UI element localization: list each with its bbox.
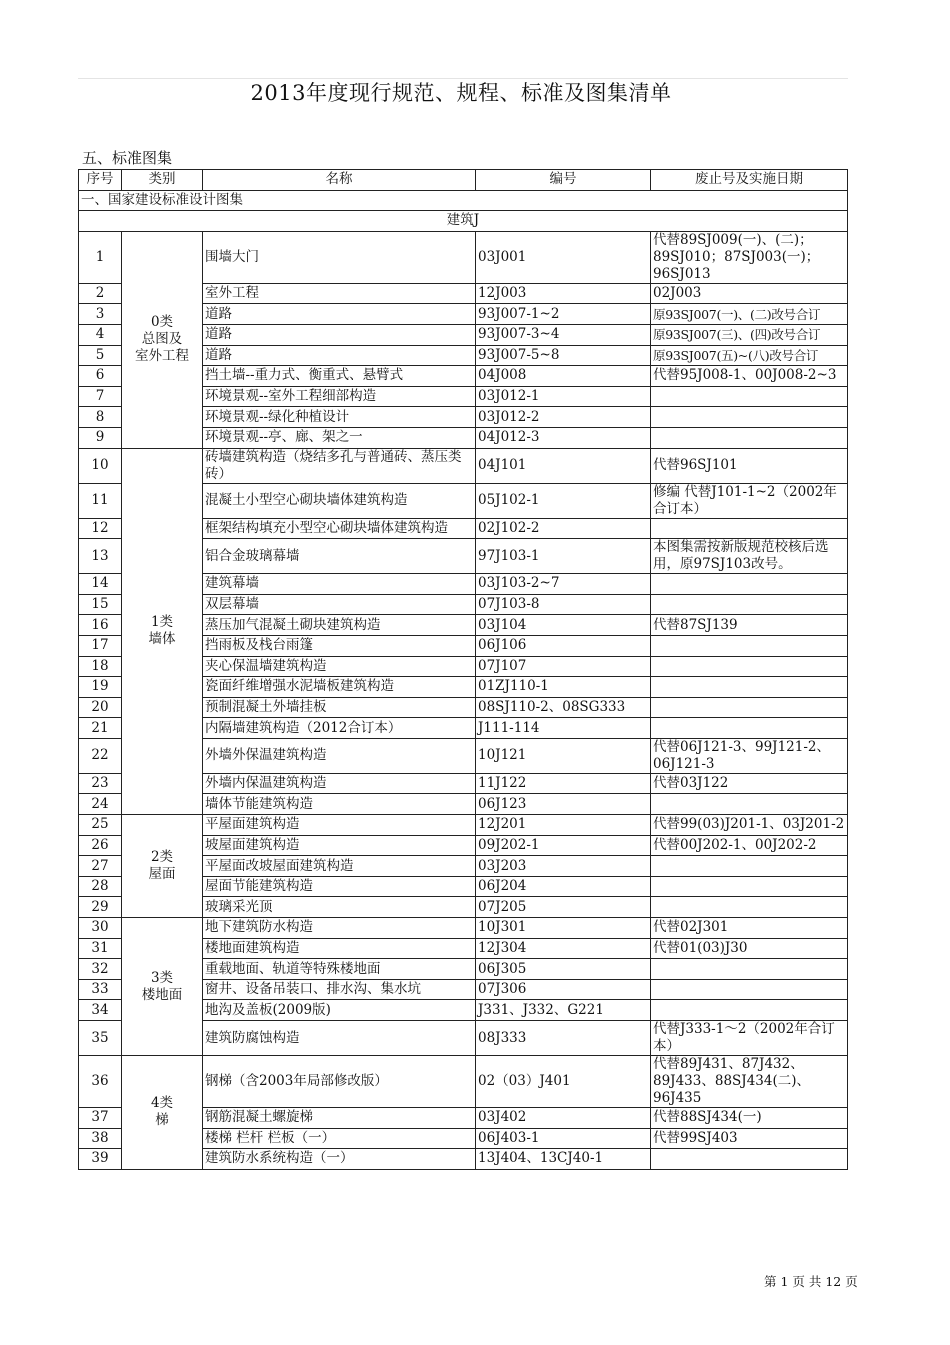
category-label-line: 梯 <box>155 1112 169 1129</box>
category-cell <box>122 448 203 815</box>
item-code: 06J305 <box>476 959 651 980</box>
category-label-line: 室外工程 <box>135 348 189 365</box>
item-code: 03J402 <box>476 1108 651 1129</box>
item-remark <box>651 697 848 718</box>
row-number: 13 <box>79 539 122 574</box>
row-number: 30 <box>79 918 122 939</box>
item-remark: 代替00J202-1、00J202-2 <box>651 835 848 856</box>
item-remark <box>651 574 848 595</box>
item-name: 外墙内保温建筑构造 <box>203 773 476 794</box>
item-name: 围墙大门 <box>203 231 476 283</box>
item-code: 02（03）J401 <box>476 1056 651 1108</box>
standards-table <box>78 169 848 1170</box>
category-label-line: 4类 <box>150 1095 174 1112</box>
item-remark: 代替89SJ009(一)、(二)；89SJ010；87SJ003(一)；96SJ013 <box>651 231 848 283</box>
item-name: 道路 <box>203 345 476 366</box>
row-number: 26 <box>79 835 122 856</box>
row-number: 17 <box>79 635 122 656</box>
item-remark: 02J003 <box>651 283 848 304</box>
item-remark <box>651 897 848 918</box>
row-number: 8 <box>79 407 122 428</box>
item-code: 10J301 <box>476 918 651 939</box>
row-number: 7 <box>79 386 122 407</box>
category-label-line: 3类 <box>150 969 174 986</box>
row-number: 14 <box>79 574 122 595</box>
item-code: 04J101 <box>476 448 651 483</box>
item-name: 建筑幕墙 <box>203 574 476 595</box>
item-name: 挡土墙--重力式、衡重式、悬臂式 <box>203 366 476 387</box>
page-title: 2013年度现行规范、规程、标准及图集清单 <box>250 81 672 105</box>
item-code: 06J106 <box>476 635 651 656</box>
category-label-line: 屋面 <box>148 866 176 883</box>
item-remark: 代替89J431、87J432、89J433、88SJ434(二)、96J435 <box>651 1056 848 1108</box>
row-number: 20 <box>79 697 122 718</box>
item-code: 08SJ110-2、08SG333 <box>476 697 651 718</box>
item-name: 框架结构填充小型空心砌块墙体建筑构造 <box>203 518 476 539</box>
row-number: 18 <box>79 656 122 677</box>
row-number: 32 <box>79 959 122 980</box>
item-code: 11J122 <box>476 773 651 794</box>
item-remark <box>651 1000 848 1021</box>
item-remark: 代替87SJ139 <box>651 615 848 636</box>
item-code: 13J404、13CJ40-1 <box>476 1149 651 1170</box>
item-code: 12J304 <box>476 938 651 959</box>
item-code: 06J204 <box>476 876 651 897</box>
header-category: 类别 <box>122 170 203 191</box>
item-code: 12J003 <box>476 283 651 304</box>
item-code: 03J001 <box>476 231 651 283</box>
item-remark: 代替02J301 <box>651 918 848 939</box>
row-number: 37 <box>79 1108 122 1129</box>
item-name: 墙体节能建筑构造 <box>203 794 476 815</box>
item-name: 平屋面改坡屋面建筑构造 <box>203 856 476 877</box>
row-number: 16 <box>79 615 122 636</box>
row-number: 15 <box>79 594 122 615</box>
item-name: 道路 <box>203 324 476 345</box>
item-name: 砖墙建筑构造（烧结多孔与普通砖、蒸压类砖） <box>203 448 476 483</box>
item-code: 01ZJ110-1 <box>476 677 651 698</box>
item-code: 93J007-3~4 <box>476 324 651 345</box>
item-remark: 代替95J008-1、00J008-2~3 <box>651 366 848 387</box>
category-label-line: 0类 <box>150 314 174 331</box>
category-label-line: 楼地面 <box>141 986 183 1003</box>
item-name: 楼梯 栏杆 栏板（一） <box>203 1128 476 1149</box>
item-code: 08J333 <box>476 1021 651 1056</box>
item-name: 铝合金玻璃幕墙 <box>203 539 476 574</box>
item-code: 07J103-8 <box>476 594 651 615</box>
item-code: 09J202-1 <box>476 835 651 856</box>
item-name: 环境景观--室外工程细部构造 <box>203 386 476 407</box>
item-remark: 本图集需按新版规范校核后选用，原97SJ103改号。 <box>651 539 848 574</box>
header-code: 编号 <box>476 170 651 191</box>
item-name: 混凝土小型空心砌块墙体建筑构造 <box>203 483 476 518</box>
item-code: 93J007-1~2 <box>476 304 651 325</box>
item-remark: 原93SJ007(三)、(四)改号合订 <box>651 324 848 345</box>
category-label-line: 2类 <box>150 849 174 866</box>
row-number: 2 <box>79 283 122 304</box>
header-remark: 废止号及实施日期 <box>651 170 848 191</box>
item-remark: 代替06J121-3、99J121-2、06J121-3 <box>651 738 848 773</box>
item-code: 06J403-1 <box>476 1128 651 1149</box>
item-code: 07J306 <box>476 979 651 1000</box>
item-code: 03J103-2~7 <box>476 574 651 595</box>
item-code: 06J123 <box>476 794 651 815</box>
row-number: 22 <box>79 738 122 773</box>
item-code: 03J104 <box>476 615 651 636</box>
item-remark <box>651 794 848 815</box>
item-name: 窗井、设备吊装口、排水沟、集水坑 <box>203 979 476 1000</box>
row-number: 4 <box>79 324 122 345</box>
item-remark <box>651 594 848 615</box>
item-name: 内隔墙建筑构造（2012合订本） <box>203 718 476 739</box>
item-remark <box>651 959 848 980</box>
row-number: 35 <box>79 1021 122 1056</box>
table-row <box>79 918 848 939</box>
item-name: 环境景观--绿化种植设计 <box>203 407 476 428</box>
item-code: 93J007-5~8 <box>476 345 651 366</box>
item-name: 蒸压加气混凝土砌块建筑构造 <box>203 615 476 636</box>
item-code: 03J012-2 <box>476 407 651 428</box>
item-remark: 代替96SJ101 <box>651 448 848 483</box>
item-code: 04J012-3 <box>476 427 651 448</box>
row-number: 28 <box>79 876 122 897</box>
item-code: 97J103-1 <box>476 539 651 574</box>
item-code: 03J203 <box>476 856 651 877</box>
header-no: 序号 <box>79 170 122 191</box>
row-number: 34 <box>79 1000 122 1021</box>
row-number: 38 <box>79 1128 122 1149</box>
category-label-line: 墙体 <box>148 631 176 648</box>
row-number: 1 <box>79 231 122 283</box>
item-remark <box>651 979 848 1000</box>
row-number: 33 <box>79 979 122 1000</box>
item-name: 地下建筑防水构造 <box>203 918 476 939</box>
row-number: 27 <box>79 856 122 877</box>
item-remark <box>651 876 848 897</box>
item-remark: 修编 代替J101-1~2（2002年合订本） <box>651 483 848 518</box>
row-number: 25 <box>79 815 122 836</box>
item-name: 室外工程 <box>203 283 476 304</box>
table-row <box>79 231 848 283</box>
category-cell <box>122 815 203 918</box>
row-number: 11 <box>79 483 122 518</box>
item-name: 建筑防水系统构造（一） <box>203 1149 476 1170</box>
header-row <box>79 170 848 191</box>
item-remark: 原93SJ007(一)、(二)改号合订 <box>651 304 848 325</box>
item-remark: 代替88SJ434(一) <box>651 1108 848 1129</box>
item-name: 预制混凝土外墙挂板 <box>203 697 476 718</box>
item-remark <box>651 677 848 698</box>
table-row <box>79 815 848 836</box>
row-number: 36 <box>79 1056 122 1108</box>
item-name: 坡屋面建筑构造 <box>203 835 476 856</box>
category-cell <box>122 1056 203 1170</box>
table-row <box>79 448 848 483</box>
row-number: 29 <box>79 897 122 918</box>
row-number: 12 <box>79 518 122 539</box>
item-name: 道路 <box>203 304 476 325</box>
row-number: 39 <box>79 1149 122 1170</box>
item-name: 钢梯（含2003年局部修改版） <box>203 1056 476 1108</box>
header-name: 名称 <box>203 170 476 191</box>
item-name: 瓷面纤维增强水泥墙板建筑构造 <box>203 677 476 698</box>
item-name: 玻璃采光顶 <box>203 897 476 918</box>
item-name: 外墙外保温建筑构造 <box>203 738 476 773</box>
item-name: 双层幕墙 <box>203 594 476 615</box>
item-code: 07J107 <box>476 656 651 677</box>
item-remark <box>651 718 848 739</box>
row-number: 9 <box>79 427 122 448</box>
category-label-line: 总图及 <box>141 331 183 348</box>
item-name: 地沟及盖板(2009版) <box>203 1000 476 1021</box>
item-name: 夹心保温墙建筑构造 <box>203 656 476 677</box>
section-heading: 五、标准图集 <box>82 149 173 167</box>
item-code: 07J205 <box>476 897 651 918</box>
item-remark <box>651 518 848 539</box>
row-number: 3 <box>79 304 122 325</box>
category-cell <box>122 231 203 448</box>
item-name: 环境景观--亭、廊、架之一 <box>203 427 476 448</box>
item-remark: 代替01(03)J30 <box>651 938 848 959</box>
item-remark: 代替J333-1～2（2002年合订本） <box>651 1021 848 1056</box>
item-remark <box>651 656 848 677</box>
row-number: 21 <box>79 718 122 739</box>
item-code: 12J201 <box>476 815 651 836</box>
item-code: J331、J332、G221 <box>476 1000 651 1021</box>
category-label-line: 1类 <box>150 614 174 631</box>
item-code: 02J102-2 <box>476 518 651 539</box>
row-number: 19 <box>79 677 122 698</box>
table-row <box>79 1056 848 1108</box>
item-code: 10J121 <box>476 738 651 773</box>
row-number: 23 <box>79 773 122 794</box>
subgroup-row <box>79 211 848 232</box>
group-label: 一、国家建设标准设计图集 <box>79 190 848 211</box>
row-number: 24 <box>79 794 122 815</box>
row-number: 10 <box>79 448 122 483</box>
item-name: 重载地面、轨道等特殊楼地面 <box>203 959 476 980</box>
item-remark: 代替99SJ403 <box>651 1128 848 1149</box>
page-footer: 第 1 页 共 12 页 <box>764 1274 858 1289</box>
row-number: 31 <box>79 938 122 959</box>
row-number: 5 <box>79 345 122 366</box>
item-remark <box>651 856 848 877</box>
item-code: 04J008 <box>476 366 651 387</box>
item-remark: 代替03J122 <box>651 773 848 794</box>
category-cell <box>122 918 203 1056</box>
item-remark <box>651 407 848 428</box>
group-row <box>79 190 848 211</box>
item-remark: 原93SJ007(五)~(八)改号合订 <box>651 345 848 366</box>
item-remark <box>651 635 848 656</box>
item-remark <box>651 1149 848 1170</box>
subgroup-label: 建筑J <box>79 211 848 232</box>
item-name: 挡雨板及栈台雨篷 <box>203 635 476 656</box>
item-name: 钢筋混凝土螺旋梯 <box>203 1108 476 1129</box>
item-name: 平屋面建筑构造 <box>203 815 476 836</box>
item-remark: 代替99(03)J201-1、03J201-2 <box>651 815 848 836</box>
item-name: 楼地面建筑构造 <box>203 938 476 959</box>
item-remark <box>651 427 848 448</box>
item-code: 03J012-1 <box>476 386 651 407</box>
item-name: 建筑防腐蚀构造 <box>203 1021 476 1056</box>
item-code: 05J102-1 <box>476 483 651 518</box>
item-remark <box>651 386 848 407</box>
row-number: 6 <box>79 366 122 387</box>
item-code: J111-114 <box>476 718 651 739</box>
item-name: 屋面节能建筑构造 <box>203 876 476 897</box>
